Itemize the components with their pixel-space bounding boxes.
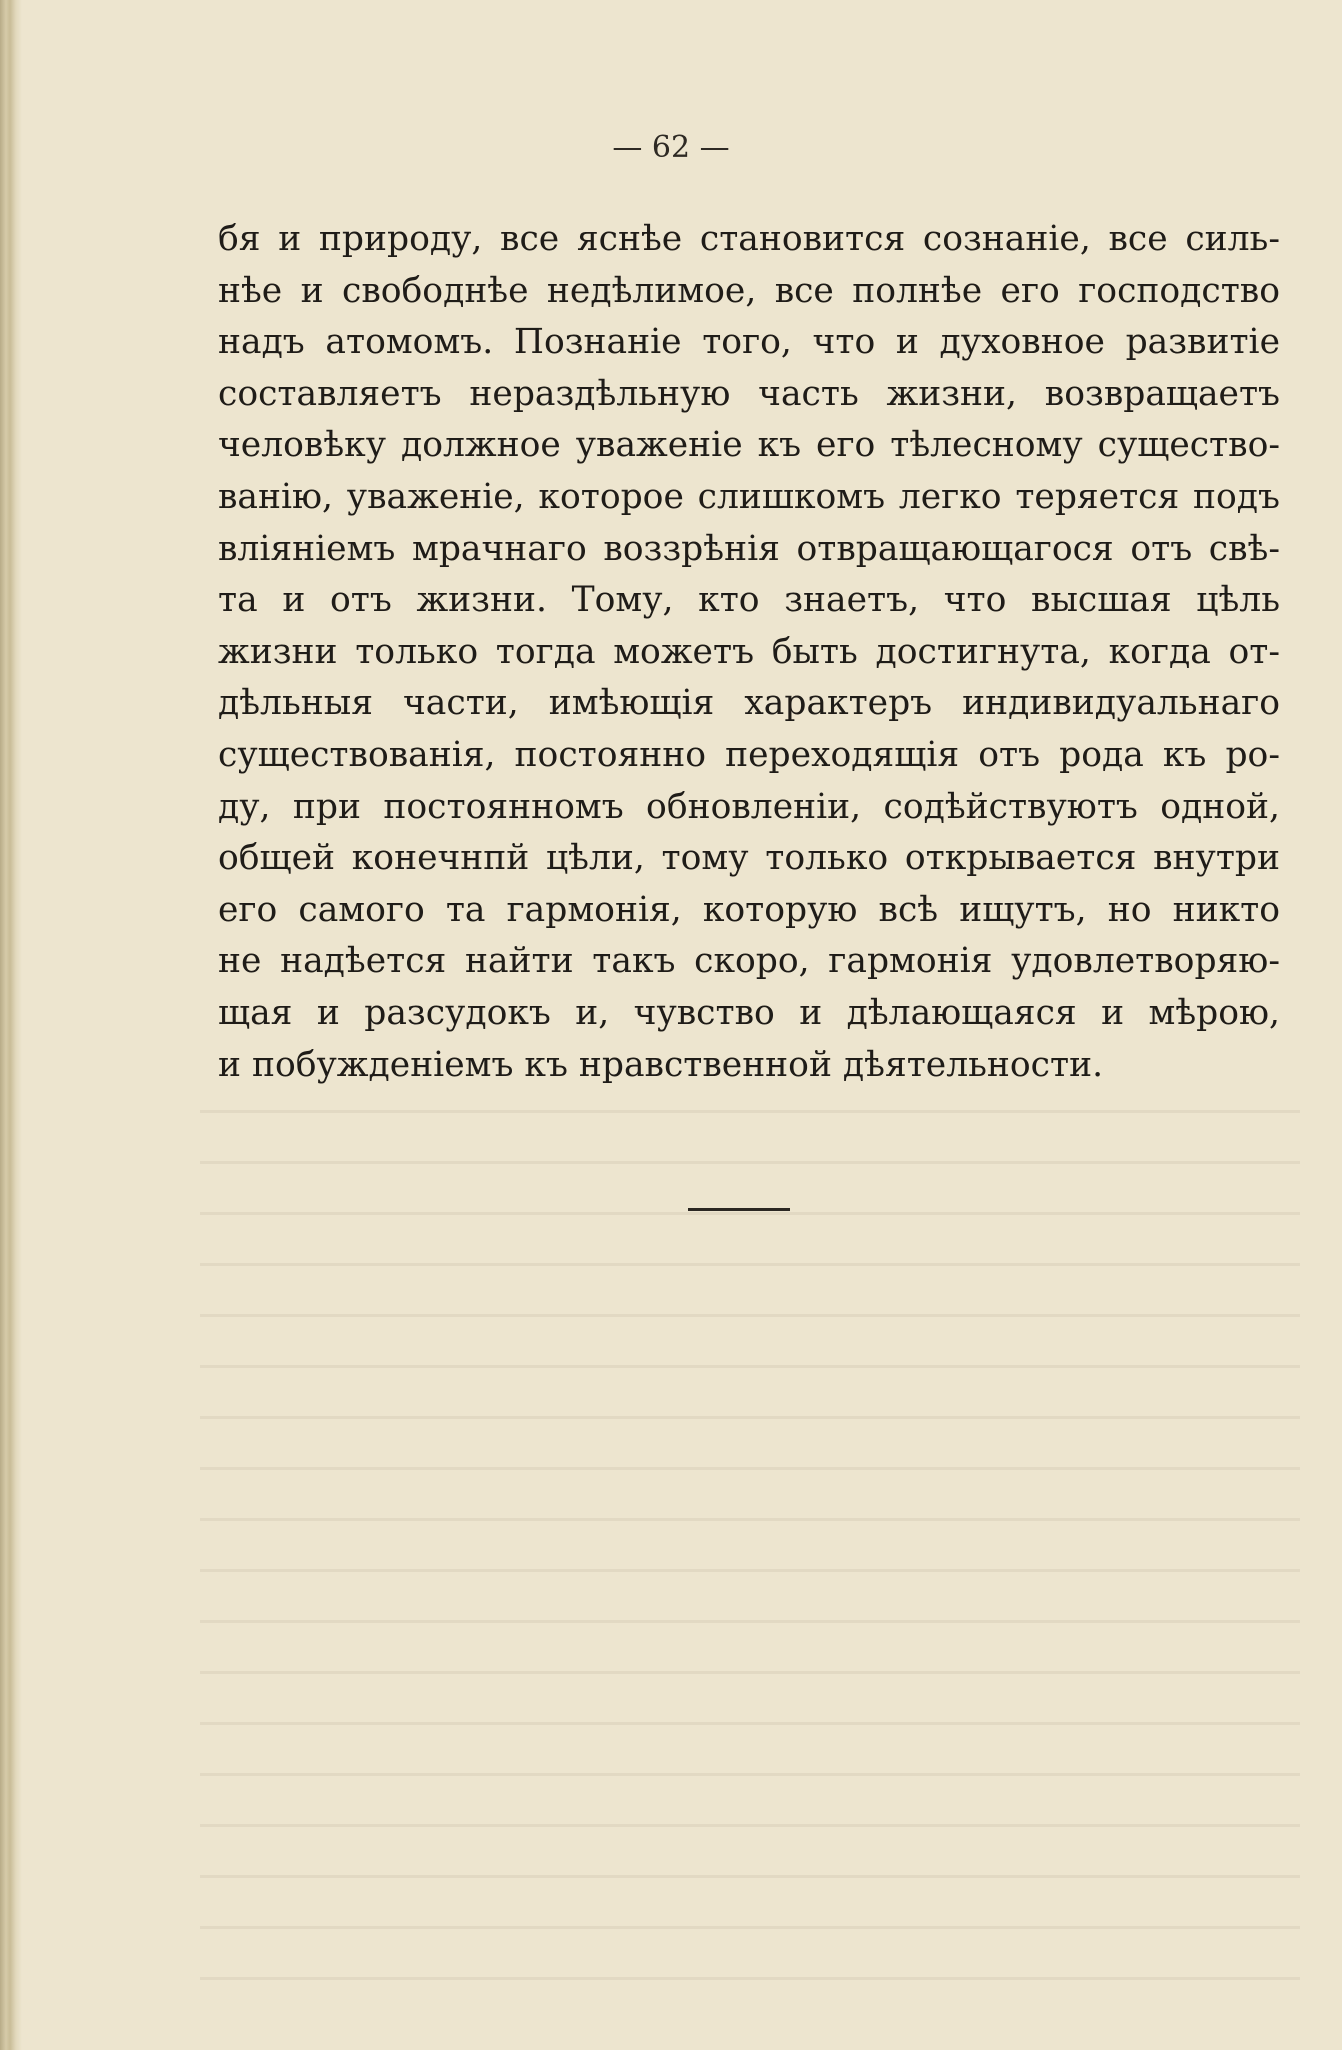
section-end-rule xyxy=(688,1208,790,1211)
text-line: ванію, уваженіе, которое слишкомъ легко теряется подъ xyxy=(218,476,1280,517)
text-line: бя и природу, все яснѣе становится сознаніе, все силь- xyxy=(218,219,1280,259)
text-line: существованія, постоянно переходящія отъ рода къ ро- xyxy=(218,734,1280,775)
body-text xyxy=(218,214,1280,1091)
text-line-last: и побужденіемъ къ нравственной дѣятельности. xyxy=(218,1044,1104,1085)
text-line: жизни только тогда можетъ быть достигнута, когда от- xyxy=(218,631,1280,672)
text-line: нѣе и свободнѣе недѣлимое, все полнѣе его господство xyxy=(218,270,1280,311)
show-through xyxy=(200,1080,1300,1980)
page-number: — 62 — xyxy=(612,130,730,165)
text-line: дѣльныя части, имѣющія характеръ индивидуальнаго xyxy=(218,683,1280,724)
text-line: та и отъ жизни. Тому, кто знаетъ, что высшая цѣль xyxy=(218,580,1280,621)
text-line: надъ атомомъ. Познаніе того, что и духовное развитіе xyxy=(218,322,1280,363)
text-line: щая и разсудокъ и, чувство и дѣлающаяся и мѣрою, xyxy=(218,992,1280,1033)
text-line: не надѣется найти такъ скоро, гармонія удовлетворяю- xyxy=(218,941,1280,982)
text-line: общей конечнпй цѣли, тому только открывается внутри xyxy=(218,838,1280,879)
text-line: его самого та гармонія, которую всѣ ищутъ, но никто xyxy=(218,889,1280,930)
text-line: человѣку должное уваженіе къ его тѣлесному существо- xyxy=(218,425,1280,466)
binding-edge xyxy=(0,0,22,2050)
text-line: ду, при постоянномъ обновленіи, содѣйствуютъ одной, xyxy=(218,786,1280,827)
text-line: вліяніемъ мрачнаго воззрѣнія отвращающагося отъ свѣ- xyxy=(218,528,1280,569)
text-line: составляетъ нераздѣльную часть жизни, возвращаетъ xyxy=(218,373,1280,414)
